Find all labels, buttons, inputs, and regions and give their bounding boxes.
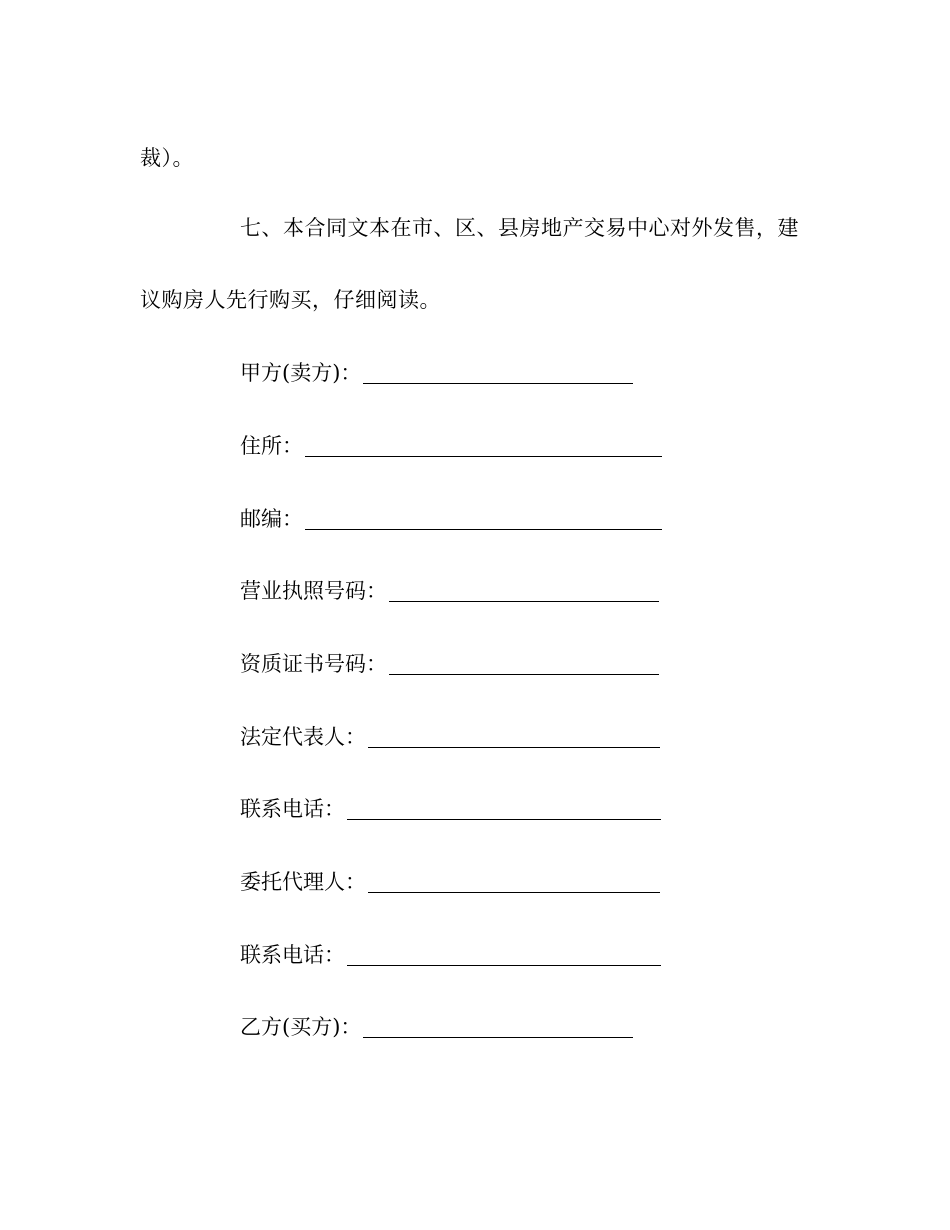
field-label: 营业执照号码： [240, 579, 387, 603]
field-authorized-agent [240, 869, 660, 895]
paragraph-fragment: 裁）。 [140, 146, 194, 170]
field-label: 法定代表人： [240, 725, 366, 749]
field-contact-phone-2 [240, 942, 661, 968]
field-legal-representative [240, 724, 660, 750]
field-label: 邮编： [240, 507, 303, 531]
field-contact-phone-1 [240, 796, 661, 822]
field-label: 乙方(买方)： [240, 1015, 362, 1039]
field-label: 联系电话： [240, 797, 345, 821]
field-qualification-certificate [240, 651, 659, 677]
field-label: 住所： [240, 434, 303, 458]
blank-line [347, 945, 661, 966]
field-seller-address [240, 433, 662, 459]
blank-line [368, 872, 660, 893]
field-label: 资质证书号码： [240, 652, 387, 676]
field-buyer [240, 1014, 633, 1040]
clause-7-line-2: 议购房人先行购买，仔细阅读。 [140, 288, 441, 312]
blank-line [389, 581, 659, 602]
blank-line [363, 363, 633, 384]
field-label: 甲方(卖方)： [240, 361, 362, 385]
field-business-license [240, 578, 659, 604]
field-seller-postcode [240, 506, 662, 532]
clause-7-line-1: 七、本合同文本在市、区、县房地产交易中心对外发售，建 [240, 216, 799, 240]
blank-line [305, 436, 662, 457]
blank-line [363, 1017, 633, 1038]
blank-line [389, 654, 659, 675]
blank-line [305, 509, 662, 530]
blank-line [368, 727, 660, 748]
blank-line [347, 799, 661, 820]
field-seller [240, 360, 633, 386]
field-label: 联系电话： [240, 943, 345, 967]
field-label: 委托代理人： [240, 870, 366, 894]
